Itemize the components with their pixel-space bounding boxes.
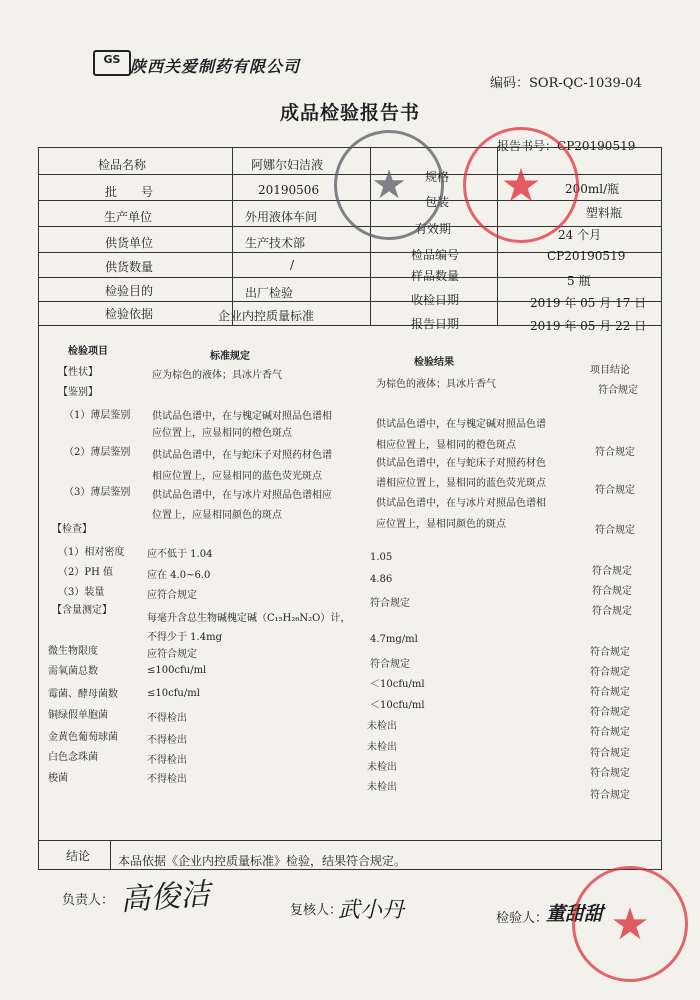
conclusion-text: 符合规定 <box>592 566 632 577</box>
conclusion-text: 符合规定 <box>590 748 630 759</box>
report-number-value: CP20190519 <box>557 139 636 153</box>
conclusion-text: 符合规定 <box>595 447 635 458</box>
item-label: （1）薄层鉴别 <box>64 410 131 421</box>
receive-date: 2019 年 05 月 17 日 <box>530 296 647 310</box>
result-text: 符合规定 <box>370 659 410 670</box>
conclusion-text-main: 本品依据《企业内控质量标准》检验，结果符合规定。 <box>118 854 407 868</box>
divider <box>38 840 662 841</box>
standard-text: ≤10cfu/ml <box>147 688 200 699</box>
result-text: 4.86 <box>370 574 393 585</box>
result-text: 未检出 <box>367 782 397 793</box>
divider <box>232 147 233 325</box>
unit-label: 生产单位 <box>104 210 153 224</box>
conclusion-text: 符合规定 <box>590 667 630 678</box>
quantity: / <box>290 258 295 272</box>
standard-text: 相应位置上，应显相同的蓝色荧光斑点 <box>152 471 322 482</box>
conclusion-text: 符合规定 <box>590 707 630 718</box>
item-label: 【性状】 <box>58 367 98 378</box>
sample: 5 瓶 <box>567 274 591 288</box>
conclusion-text: 符合规定 <box>598 385 638 396</box>
result-text: 1.05 <box>370 552 393 563</box>
report-number-label: 报告书号： <box>497 139 558 153</box>
inspector-label: 检验人： <box>496 911 549 926</box>
item-label: （2）薄层鉴别 <box>64 447 131 458</box>
item-label: 【鉴别】 <box>58 387 98 398</box>
responsible-signature: 高俊洁 <box>119 876 212 919</box>
standard-text: ≤100cfu/ml <box>147 665 207 676</box>
standard-text: 应不低于 1.04 <box>147 549 213 560</box>
item-label: （3）装量 <box>58 587 105 598</box>
product-name: 阿娜尔妇洁液 <box>251 158 324 172</box>
conclusion-text: 符合规定 <box>590 727 630 738</box>
item-label: （2）PH 值 <box>58 567 113 578</box>
star-icon: ★ <box>371 162 407 208</box>
col-standard-header: 标准规定 <box>210 351 250 362</box>
result-text: 供试品色谱中，在与蛇床子对照药材色 <box>376 458 546 469</box>
supplier-label: 供货单位 <box>105 236 154 250</box>
report-date: 2019 年 05 月 22 日 <box>530 319 647 333</box>
standard-text: 应符合规定 <box>147 590 197 601</box>
conclusion-text: 符合规定 <box>590 790 630 801</box>
conclusion-text: 符合规定 <box>595 485 635 496</box>
conclusion-text: 符合规定 <box>590 647 630 658</box>
conclusion-label: 结论 <box>66 849 91 863</box>
pack-label: 包装 <box>425 195 450 209</box>
product-name-label: 检品名称 <box>98 158 147 172</box>
standard-text: 不得检出 <box>147 774 187 785</box>
company-logo: GS <box>93 50 131 76</box>
result-text: 未检出 <box>367 762 397 773</box>
result-text: 应位置上，显相同颜色的斑点 <box>376 519 506 530</box>
result-text: 为棕色的液体；具冰片香气 <box>376 379 496 390</box>
reviewer-label: 复核人： <box>290 903 343 918</box>
result-text: 供试品色谱中，在与冰片对照品色谱相 <box>376 498 546 509</box>
item-label: （1）相对密度 <box>58 547 125 558</box>
standard-text: 应位置上，应显相同的橙色斑点 <box>152 428 292 439</box>
conclusion-text: 符合规定 <box>592 586 632 597</box>
item-label: 需氧菌总数 <box>48 666 98 677</box>
purpose-label: 检验目的 <box>105 284 154 298</box>
standard-text: 位置上，应显相同颜色的斑点 <box>152 510 282 521</box>
item-label: （3）薄层鉴别 <box>64 487 131 498</box>
conclusion-text: 符合规定 <box>592 606 632 617</box>
result-text: 供试品色谱中，在与槐定碱对照品色谱 <box>376 419 546 430</box>
spec-label: 规格 <box>425 170 450 184</box>
spec: 200ml/瓶 <box>565 182 620 196</box>
col-item-header: 检验项目 <box>68 346 108 357</box>
inspector-signature: 董甜甜 <box>546 903 604 925</box>
result-text: ＜10cfu/ml <box>370 700 425 711</box>
responsible-label: 负责人： <box>62 893 115 908</box>
supplier: 生产技术部 <box>245 236 306 250</box>
receive-date-label: 收检日期 <box>411 293 460 307</box>
result-text: 符合规定 <box>370 598 410 609</box>
item-label: 【含量测定】 <box>52 605 112 616</box>
batch-label: 批 号 <box>105 185 154 199</box>
quality-stamp-red-bottom <box>572 866 688 982</box>
standard-text: 供试品色谱中，在与蛇床子对照药材色谱 <box>152 450 332 461</box>
result-text: 未检出 <box>367 742 397 753</box>
standard-text: 供试品色谱中，在与冰片对照品色谱相应 <box>152 490 332 501</box>
standard-text: 供试品色谱中，在与槐定碱对照品色谱相 <box>152 411 332 422</box>
result-text: 未检出 <box>367 721 397 732</box>
item-label: 白色念珠菌 <box>48 752 98 763</box>
item-label: 金黄色葡萄球菌 <box>48 732 118 743</box>
purpose: 出厂检验 <box>245 286 294 300</box>
divider <box>110 840 111 869</box>
quality-stamp-gray <box>334 130 444 240</box>
standard-text: 不得检出 <box>147 755 187 766</box>
col-result-header: 检验结果 <box>414 357 454 368</box>
star-icon: ★ <box>610 898 650 950</box>
reviewer-signature: 武小丹 <box>338 898 405 923</box>
page-title: 成品检验报告书 <box>279 102 420 124</box>
standard-text: 不得少于 1.4mg <box>147 632 222 643</box>
conclusion-text: 符合规定 <box>590 687 630 698</box>
standard-text: 每毫升含总生物碱槐定碱（C₁₅H₂₆N₂O）计， <box>147 613 351 624</box>
item-label: 梭菌 <box>48 773 68 784</box>
pack: 塑料瓶 <box>586 206 623 220</box>
batch: 20190506 <box>258 183 320 197</box>
company-name: 陕西关爱制药有限公司 <box>130 57 301 76</box>
conclusion-text: 符合规定 <box>590 768 630 779</box>
code-label: 检品编号 <box>411 248 460 262</box>
standard-text: 应为棕色的液体；具冰片香气 <box>152 370 282 381</box>
report-date-label: 报告日期 <box>411 317 460 331</box>
result-text: 相应位置上，显相同的橙色斑点 <box>376 440 516 451</box>
valid: 24 个月 <box>558 228 602 242</box>
item-label: 【检查】 <box>52 524 92 535</box>
item-label: 微生物限度 <box>48 646 98 657</box>
item-label: 霉菌、酵母菌数 <box>48 689 118 700</box>
standard-text: 应符合规定 <box>147 649 197 660</box>
result-text: ＜10cfu/ml <box>370 679 425 690</box>
result-text: 谱相应位置上，显相同的蓝色荧光斑点 <box>376 478 546 489</box>
standard-text: 不得检出 <box>147 713 187 724</box>
document-code: 编码：SOR-QC-1039-04 <box>490 76 642 91</box>
basis: 企业内控质量标准 <box>218 309 315 323</box>
result-text: 4.7mg/ml <box>370 634 418 645</box>
valid-label: 有效期 <box>415 222 452 236</box>
code: CP20190519 <box>547 249 626 263</box>
standard-text: 应在 4.0~6.0 <box>147 570 211 581</box>
col-conclusion-header: 项目结论 <box>590 365 630 376</box>
conclusion-text: 符合规定 <box>595 525 635 536</box>
quality-stamp-red <box>463 127 579 243</box>
standard-text: 不得检出 <box>147 735 187 746</box>
star-icon: ★ <box>500 158 542 212</box>
basis-label: 检验依据 <box>105 307 154 321</box>
item-label: 铜绿假单胞菌 <box>48 710 108 721</box>
quantity-label: 供货数量 <box>105 260 154 274</box>
unit: 外用液体车间 <box>245 210 318 224</box>
sample-label: 样品数量 <box>411 269 460 283</box>
